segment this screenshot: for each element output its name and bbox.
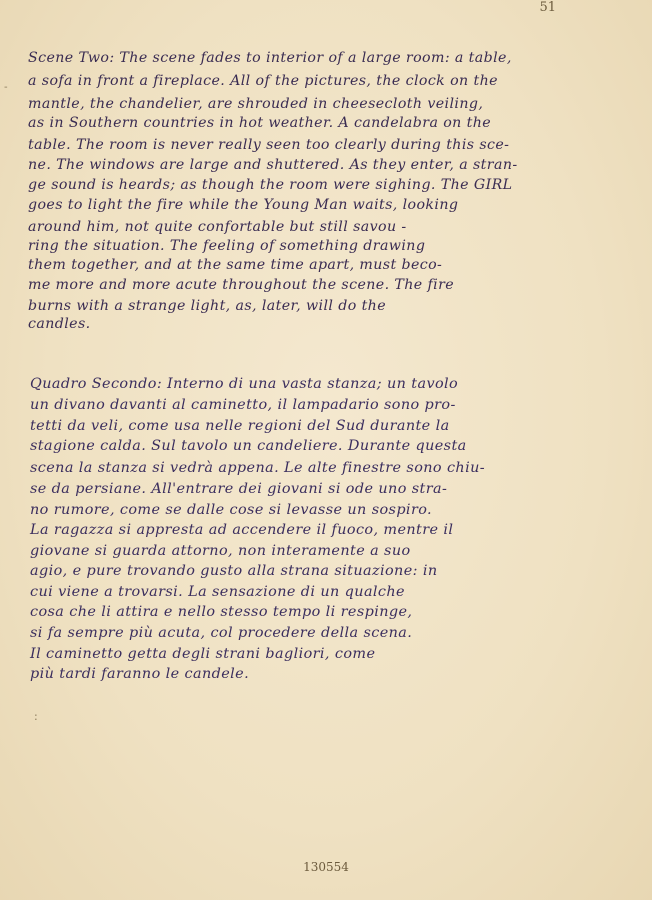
english-line: me more and more acute throughout the scene. The fire	[28, 277, 455, 293]
english-line: ge sound is heards; as though the room were sighing. The GIRL	[28, 177, 513, 193]
english-line: mantle, the chandelier, are shrouded in cheesecloth veiling,	[28, 96, 484, 112]
italian-line: Quadro Secondo: Interno di una vasta stanza; un tavolo	[30, 376, 459, 392]
italian-line: se da persiane. All'entrare dei giovani si ode uno stra-	[30, 481, 448, 497]
italian-line: La ragazza si appresta ad accendere il fuoco, mentre il	[30, 522, 454, 538]
italian-line: un divano davanti al caminetto, il lampadario sono pro-	[30, 397, 456, 413]
italian-line: si fa sempre più acuta, col procedere della scena.	[30, 625, 413, 641]
english-line: Scene Two: The scene fades to interior of a large room: a table,	[28, 50, 512, 66]
italian-line: cui viene a trovarsi. La sensazione di un qualche	[30, 584, 405, 600]
italian-line: no rumore, come se dalle cose si levasse un sospiro.	[30, 502, 433, 518]
english-line: candles.	[28, 316, 91, 332]
english-line: a sofa in front a fireplace. All of the pictures, the clock on the	[28, 73, 498, 89]
italian-line: cosa che li attira e nello stesso tempo li respinge,	[30, 604, 413, 620]
italian-line: scena la stanza si vedrà appena. Le alte finestre sono chiu-	[30, 460, 486, 476]
italian-line: più tardi faranno le candele.	[30, 666, 250, 682]
english-line: them together, and at the same time apart, must beco-	[28, 257, 443, 273]
italian-line: tetti da veli, come usa nelle regioni del Sud durante la	[30, 418, 450, 434]
margin-mark: -	[4, 82, 8, 93]
english-line: ne. The windows are large and shuttered. As they enter, a stran-	[28, 157, 518, 173]
stray-mark: :	[34, 710, 38, 723]
italian-line: giovane si guarda attorno, non interamente a suo	[30, 543, 411, 559]
english-line: around him, not quite confortable but still savou -	[28, 219, 407, 235]
page-number: 51	[539, 0, 556, 15]
archive-code: 130554	[303, 860, 349, 874]
italian-line: stagione calda. Sul tavolo un candeliere. Durante questa	[30, 438, 467, 454]
english-line: goes to light the fire while the Young Man waits, looking	[28, 197, 459, 213]
italian-line: agio, e pure trovando gusto alla strana situazione: in	[30, 563, 438, 579]
italian-line: Il caminetto getta degli strani bagliori, come	[30, 646, 376, 662]
english-line: table. The room is never really seen too clearly during this sce-	[28, 137, 510, 153]
english-line: burns with a strange light, as, later, will do the	[28, 298, 387, 314]
english-line: ring the situation. The feeling of something drawing	[28, 238, 426, 254]
english-line: as in Southern countries in hot weather. A candelabra on the	[28, 115, 492, 131]
